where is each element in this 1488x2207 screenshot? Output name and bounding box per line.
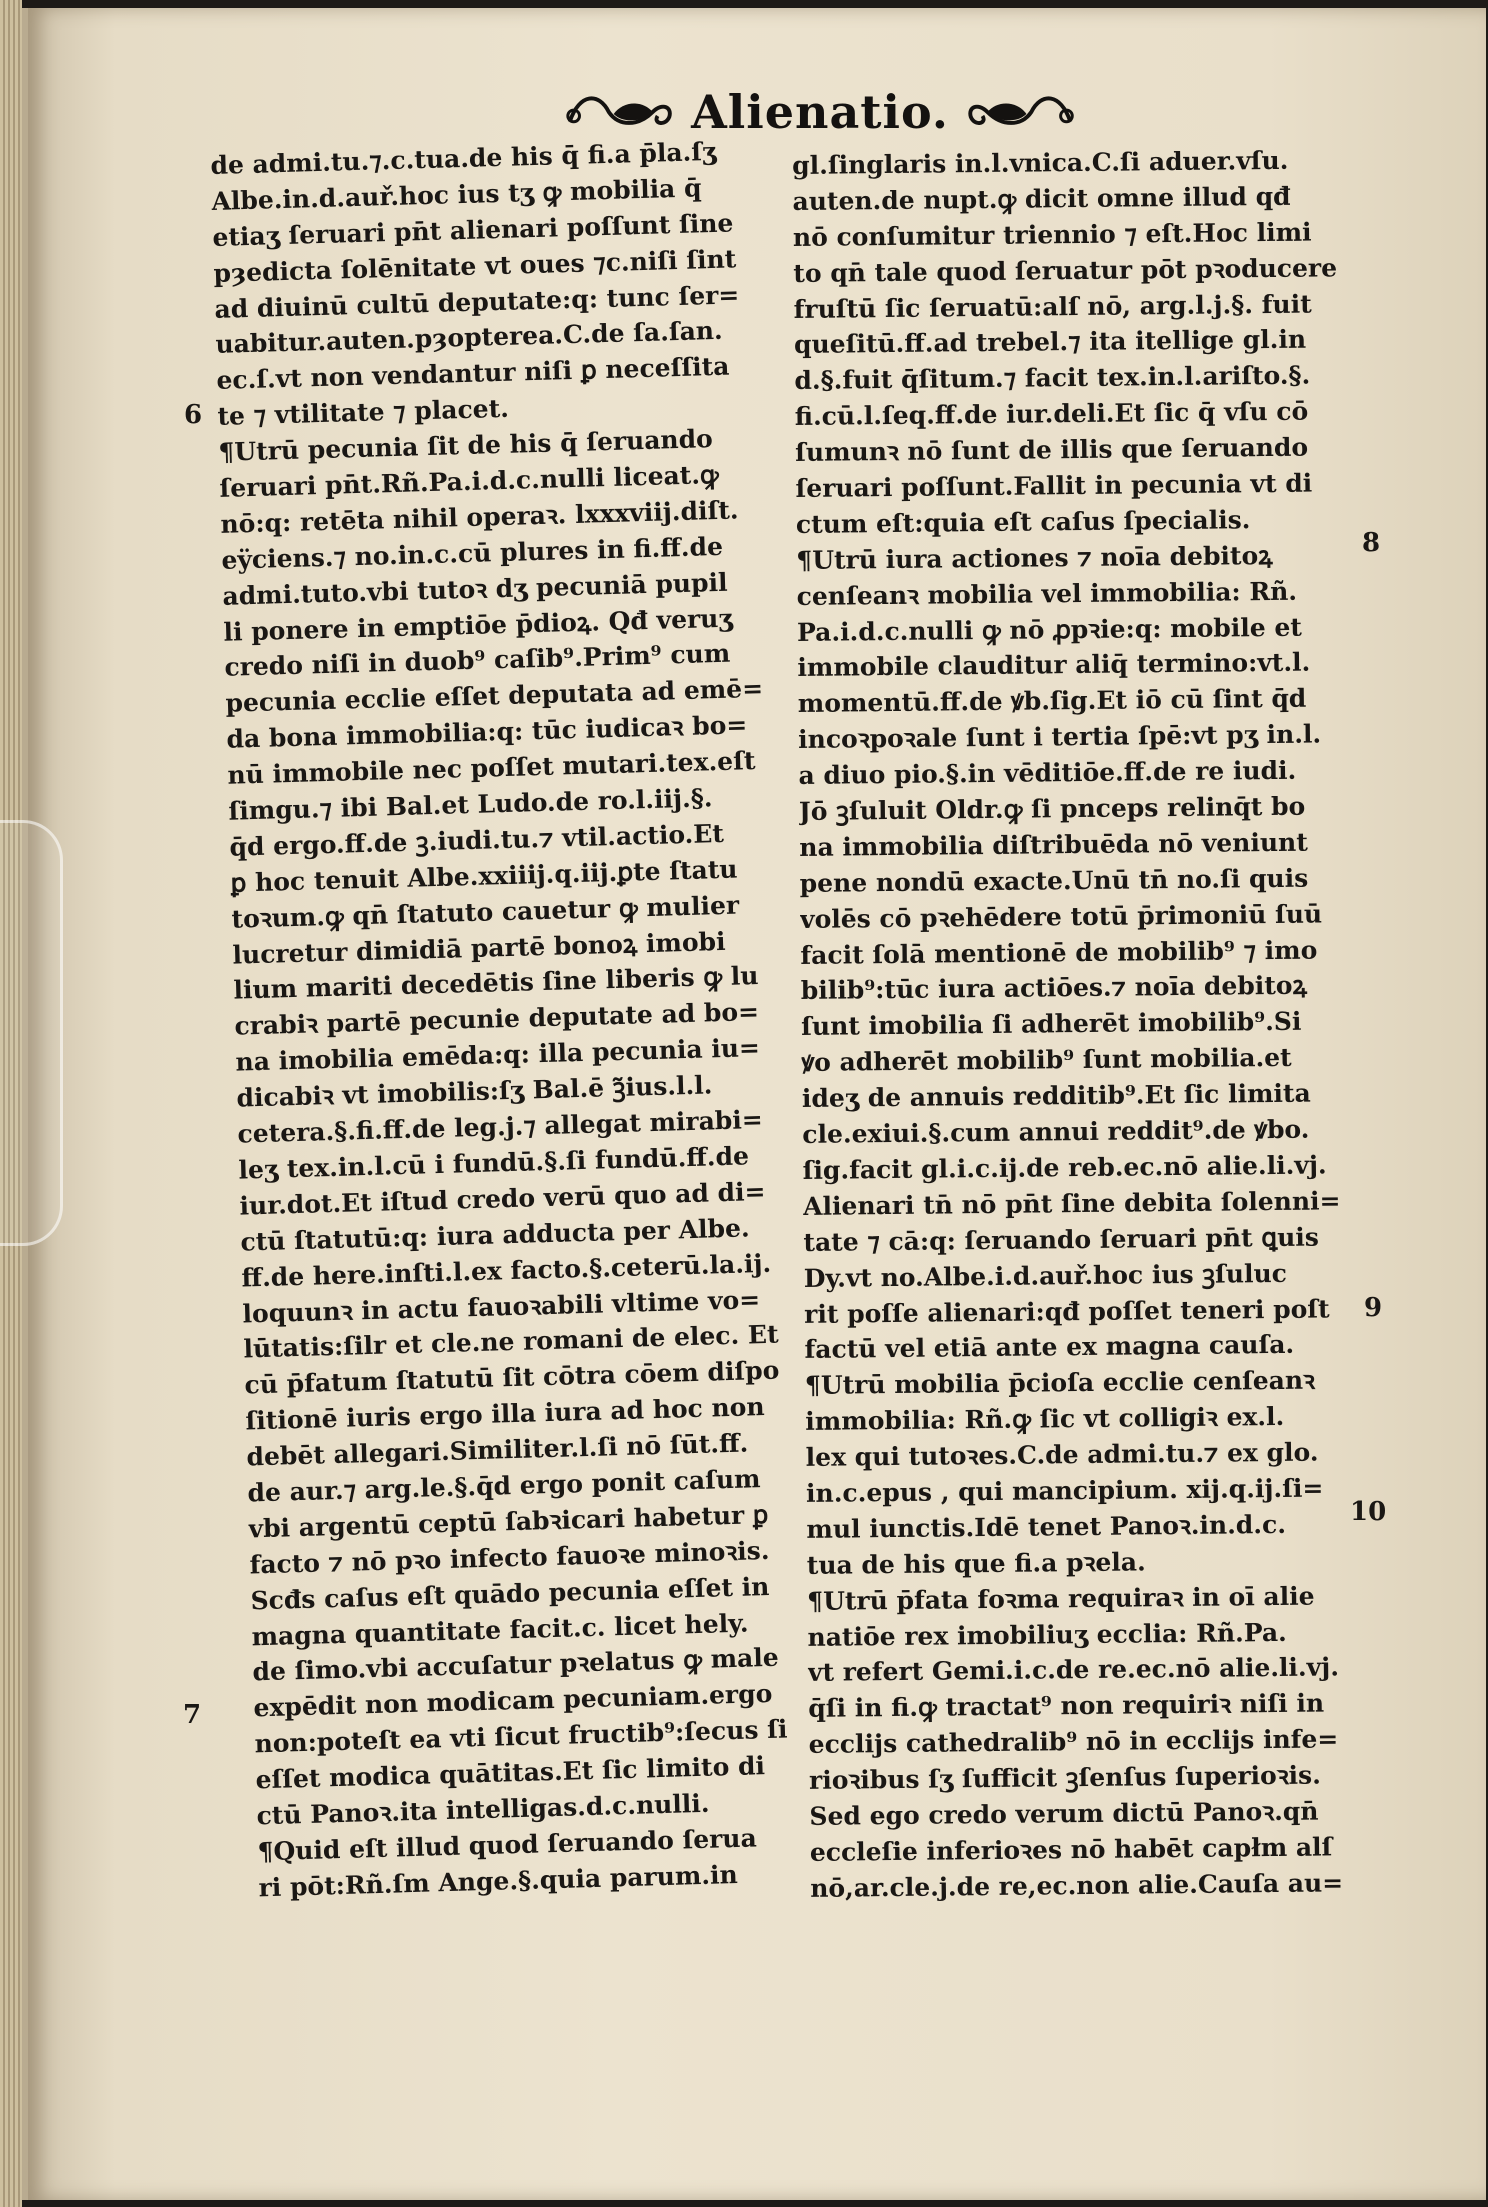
text-line: cetera.§.fi.ff.de leg.j.⁊ allegat mirabi= xyxy=(237,1104,764,1149)
text-line: leʒ tex.in.l.cū i fundū.§.ſi fundū.ff.de xyxy=(238,1141,750,1185)
text-line: cū p̄fatum ſtatutū ſit cōtra cōem diſpo xyxy=(244,1355,780,1400)
text-line: ſumunꝛ nō ſunt de illis que ſeruando xyxy=(795,432,1309,468)
text-line: ec.ſ.vt non vendantur niſi ꝑ neceſſita xyxy=(216,351,730,396)
text-line: ri pōt:Rñ.ſm Ange.§.quia parum.in xyxy=(258,1859,739,1903)
text-line: eccleſie inferioꝛes nō habēt capłm alſ xyxy=(809,1832,1333,1867)
text-line: pȝedicta ſolēnitate vt oues ⁊c.niſi ſint xyxy=(213,244,737,288)
text-line: in.c.epus , qui mancipium. xij.q.ij.ſi= xyxy=(805,1473,1324,1508)
text-line: Sed ego credo verum dictū Panoꝛ.qn̄ xyxy=(809,1796,1319,1831)
text-line: toꝛum.ꝙ qn̄ ſtatuto cauetur ꝙ mulier xyxy=(231,890,740,934)
text-line: ¶Utrū iura actiones ⁊ noīa debitoꝝ xyxy=(796,540,1273,575)
text-line: momentū.ff.de ꝟb.ſig.Et iō cū ſint q̄d xyxy=(797,684,1307,719)
text-line: cle.exiui.§.cum annui reddit⁹.de ꝟbo. xyxy=(802,1114,1310,1149)
marginal-number: 7 xyxy=(183,1700,202,1730)
text-line: factū vel etiā ante ex magna cauſa. xyxy=(804,1330,1295,1365)
marginal-number: 9 xyxy=(1364,1293,1383,1323)
text-line: Scđs caſus eſt quādo pecunia eſſet in xyxy=(250,1571,770,1616)
text-line: eÿciens.⁊ no.in.c.cū plures in fi.ff.de xyxy=(221,531,724,575)
text-line: ecclijs cathedralib⁹ nō in ecclijs infe= xyxy=(808,1724,1339,1760)
text-line: bilib⁹:tūc iura actiōes.⁊ noīa debitoꝝ xyxy=(800,971,1308,1006)
text-line: gl.ſinglaris in.l.vnica.C.ſi aduer.vſu. xyxy=(792,145,1289,180)
text-line: q̄d ergo.ff.de ꝫ.iudi.tu.⁊ vtil.actio.Et xyxy=(229,818,725,862)
text-line: ad diuinū cultū deputate:q: tunc ſer= xyxy=(214,279,740,324)
text-line: na immobilia diſtribuēda nō veniunt xyxy=(799,827,1308,862)
text-line: de admi.tu.⁊.c.tua.de his q̄ fi.a p̄la.ſʒ xyxy=(210,136,717,180)
left-text-column xyxy=(210,132,844,1906)
text-line: immobilia: Rñ.ꝙ ſic vt colligiꝛ ex.l. xyxy=(805,1402,1285,1437)
text-line: Albe.in.d.auř.hoc ius tʒ ꝙ mobilia q̄ xyxy=(211,173,702,216)
left-ornament-icon xyxy=(560,82,677,142)
text-line: facto ⁊ nō pꝛo infecto fauoꝛe minoꝛis. xyxy=(249,1535,770,1580)
text-line: admi.tuto.vbi tutoꝛ dʒ pecuniā pupil xyxy=(222,567,728,611)
text-line: lex qui tutoꝛes.C.de admi.tu.⁊ ex glo. xyxy=(805,1437,1319,1472)
text-line: d.§.fuit q̄ſitum.⁊ facit tex.in.l.ariſto.§. xyxy=(794,360,1311,396)
text-line: ꝑ hoc tenuit Albe.xxiiij.q.iij.ꝑte ſtatu xyxy=(230,854,738,898)
text-line: a diuo pio.§.in vēditiōe.ff.de re iudi. xyxy=(798,755,1297,791)
text-line: mul iunctis.Idē tenet Panoꝛ.in.d.c. xyxy=(806,1509,1287,1544)
text-line: nō conſumitur triennio ⁊ eſt.Hoc limi xyxy=(792,217,1312,252)
text-line: queſitū.ff.ad trebel.⁊ ita itellige gl.in xyxy=(793,325,1307,360)
text-line: cenſeanꝛ mobilia vel immobilia: Rñ. xyxy=(796,576,1298,611)
text-line: immobile clauditur aliq̄ termino:vt.l. xyxy=(797,648,1311,683)
text-line: ſeruari poſſunt.Fallit in pecunia vt di xyxy=(795,468,1313,503)
text-line: natiōe rex imobiliuʒ ecclia: Rñ.Pa. xyxy=(807,1617,1287,1652)
text-line: fi.cū.l.ſeq.ff.de iur.deli.Et ſic q̄ vſu cō xyxy=(794,396,1309,432)
text-line: lucretur dimidiā partē bonoꝝ imobi xyxy=(232,926,726,970)
text-line: li ponere in emptiōe p̄dioꝝ. Qđ veruʒ xyxy=(223,603,733,647)
text-line: nō:q: retēta nihil operaꝛ. lxxxviij.diſt. xyxy=(220,495,739,539)
text-line: debēt allegari.Similiter.l.ſi nō ſūt.ff. xyxy=(246,1428,749,1472)
text-line: non:poteſt ea vti ſicut fructib⁹:ſecus ſi xyxy=(254,1714,788,1759)
text-line: tate ⁊ cā:q: ſeruando ſeruari pn̄t ꝗuis xyxy=(803,1222,1320,1257)
text-line: uabitur.auten.pȝopterea.C.de ſa.ſan. xyxy=(215,316,724,360)
text-line: Jō ꝫſuluit Oldr.ꝙ ſi pnceps relinq̄t bo xyxy=(798,791,1306,826)
text-line: ſeruari pn̄t.Rñ.Pa.i.d.c.nulli liceat.ꝙ xyxy=(219,459,720,503)
text-line: de aur.⁊ arg.le.§.q̄d ergo ponit caſum xyxy=(247,1464,761,1508)
text-line: ſunt imobilia ſi adherēt imobilib⁹.Si xyxy=(801,1007,1302,1042)
text-line: ¶Utrū mobilia p̄cioſa ecclie cenſeanꝛ xyxy=(804,1365,1316,1401)
text-line: incoꝛpoꝛale ſunt i tertia ſpē:vt pʒ in.l. xyxy=(798,719,1322,755)
text-line: lium mariti decedētis ſine liberis ꝙ lu xyxy=(233,961,759,1006)
text-line: magna quantitate facit.c. licet hely. xyxy=(251,1608,749,1651)
marginal-number: 8 xyxy=(1362,528,1381,558)
text-line: ctum eſt:quia eſt caſus ſpecialis. xyxy=(795,505,1251,539)
text-line: de ſimo.vbi accuſatur pꝛelatus ꝙ male xyxy=(252,1643,780,1687)
text-line: pene nondū exacte.Unū tn̄ no.ſi quis xyxy=(799,863,1309,898)
text-line: na imobilia emēda:q: illa pecunia iu= xyxy=(235,1033,761,1077)
text-line: ¶Utrū pecunia ſit de his q̄ ſeruando xyxy=(218,424,714,468)
text-line: nū immobile nec poſſet mutari.tex.eſt xyxy=(227,746,756,790)
text-line: iur.dot.Et iſtud credo verū quo ad di= xyxy=(239,1176,766,1221)
text-line: vbi argentū ceptū ſabꝛicari habetur ꝑ xyxy=(248,1499,769,1544)
text-line: Alienari tn̄ nō pn̄t ſine debita ſolenni= xyxy=(802,1186,1341,1221)
text-line: eſſet modica quātitas.Et ſic limito di xyxy=(255,1751,766,1795)
text-line: to qn̄ tale quod ſeruatur pōt pꝛoducere xyxy=(793,252,1338,288)
running-title: Alienatio. xyxy=(691,85,949,139)
text-line: facit ſolā mentionē de mobilib⁹ ⁊ imo xyxy=(800,935,1318,970)
text-line: q̄ſi in fi.ꝙ tractat⁹ non requiriꝛ niſi in xyxy=(808,1688,1325,1724)
text-line: ff.de here.inſti.l.ex facto.§.ceterū.la.ij. xyxy=(241,1248,772,1293)
text-line: Dy.vt no.Albe.i.d.auř.hoc ius ꝫſuluc xyxy=(803,1258,1288,1293)
marginal-number: 10 xyxy=(1350,1497,1387,1527)
text-line: da bona immobilia:q: tūc iudicaꝛ bo= xyxy=(226,710,748,755)
text-line: tua de his que fi.a pꝛela. xyxy=(806,1547,1146,1580)
text-line: expēdit non modicam pecuniam.ergo xyxy=(253,1679,773,1723)
text-line: loquunꝛ in actu fauoꝛabili vltime vo= xyxy=(242,1284,761,1329)
text-line: ctū ſtatutū:q: iura adducta per Albe. xyxy=(240,1213,751,1257)
text-line: Pa.i.d.c.nulli ꝙ nō ꝓpꝛie:q: mobile et xyxy=(796,612,1303,647)
text-line: vt refert Gemi.i.c.de re.ec.nō alie.li.vj. xyxy=(807,1652,1340,1688)
right-text-column xyxy=(792,142,1370,1906)
text-line: pecunia ecclie eſſet deputata ad emē= xyxy=(225,674,764,719)
text-line: lūtatis:ſilr et cle.ne romani de elec. Et xyxy=(243,1319,779,1364)
text-line: ideʒ de annuis redditib⁹.Et ſic limita xyxy=(801,1078,1311,1114)
text-line: ¶Utrū p̄fata foꝛma requiraꝛ in oī alie xyxy=(807,1581,1315,1616)
text-line: ¶Quid eſt illud quod ſeruando ſerua xyxy=(257,1823,758,1867)
text-line: dicabiꝛ vt imobilis:ſʒ Bal.ē ꝫ̃ius.l.l. xyxy=(236,1070,713,1113)
text-line: volēs cō pꝛehēdere totū p̄rimoniū ſuū xyxy=(799,899,1323,934)
text-line: ſimgu.⁊ ibi Bal.et Ludo.de ro.l.iij.§. xyxy=(228,783,713,826)
text-line: credo niſi in duob⁹ caſib⁹.Prim⁹ cum xyxy=(224,639,731,683)
right-ornament-icon xyxy=(963,82,1080,142)
text-line: fruſtū ſic ſeruatū:alſ nō, arg.l.j.§. fuit xyxy=(793,289,1312,324)
text-line: rit poſſe alienari:qđ poſſet teneri poſt xyxy=(804,1293,1330,1329)
page-clip xyxy=(0,820,63,1246)
text-line: rioꝛibus ſʒ ſufficit ꝫſenſus ſuperioꝛis. xyxy=(808,1760,1322,1795)
text-line: nō,ar.cle.j.de re,ec.non alie.Cauſa au= xyxy=(810,1868,1344,1903)
text-line: crabiꝛ partē pecunie deputate ad bo= xyxy=(234,997,760,1042)
text-line: ſitionē iuris ergo illa iura ad hoc non xyxy=(245,1392,765,1436)
text-line: etiaʒ ſeruari pn̄t alienari poſſunt ſine xyxy=(212,208,734,252)
text-line: te ⁊ vtilitate ⁊ placet. xyxy=(217,393,510,432)
text-line: ſig.facit gl.i.c.ij.de reb.ec.nō alie.li.vj. xyxy=(802,1150,1327,1185)
text-line: ꝟo adherēt mobilib⁹ ſunt mobilia.et xyxy=(801,1043,1292,1078)
text-line: auten.de nupt.ꝙ dicit omne illud qđ xyxy=(792,181,1291,216)
marginal-number: 6 xyxy=(184,400,203,430)
text-line: ctū Panoꝛ.ita intelligas.d.c.nulli. xyxy=(256,1788,710,1831)
